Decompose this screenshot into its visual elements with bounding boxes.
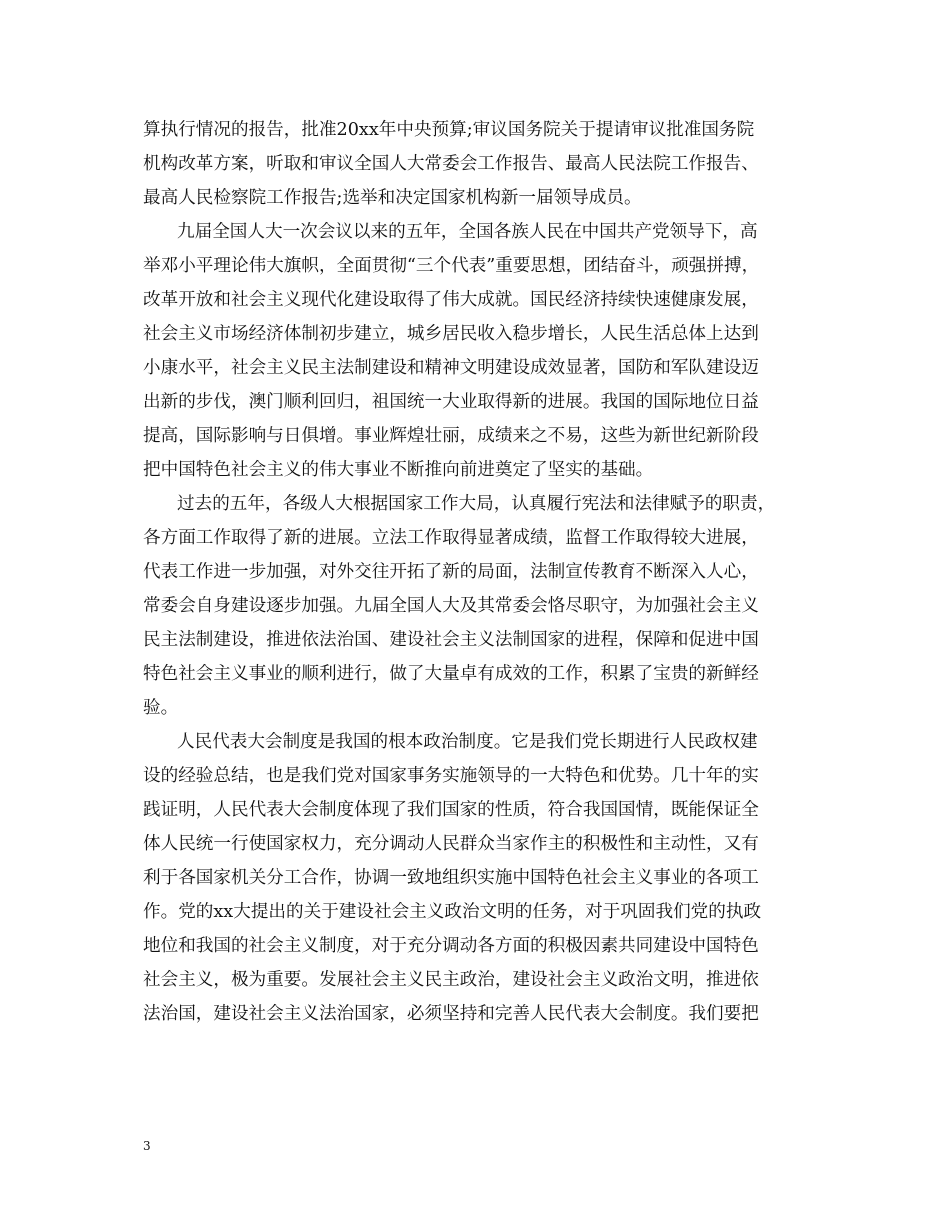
text-line: 常委会自身建设逐步加强。九届全国人大及其常委会恪尽职守，为加强社会主义 (143, 596, 759, 616)
text-line: 最高人民检察院工作报告;选举和决定国家机构新一届领导成员。 (143, 188, 642, 208)
text-line: 机构改革方案，听取和审议全国人大常委会工作报告、最高人民法院工作报告、 (143, 154, 759, 174)
text-line: 作。党的xx大提出的关于建设社会主义政治文明的任务，对于巩固我们党的执政 (143, 902, 762, 922)
text-line: 民主法制建设，推进依法治国、建设社会主义法制国家的进程，保障和促进中国 (143, 630, 759, 650)
text-line: 利于各国家机关分工合作，协调一致地组织实施中国特色社会主义事业的各项工 (143, 868, 759, 888)
text-line: 改革开放和社会主义现代化建设取得了伟大成就。国民经济持续快速健康发展， (143, 290, 759, 310)
text-line: 体人民统一行使国家权力，充分调动人民群众当家作主的积极性和主动性，又有 (143, 834, 759, 854)
text-line: 验。 (143, 698, 179, 718)
text-line: 社会主义市场经济体制初步建立，城乡居民收入稳步增长，人民生活总体上达到 (143, 324, 759, 344)
text-line: 法治国，建设社会主义法治国家，必须坚持和完善人民代表大会制度。我们要把 (143, 1004, 759, 1024)
text-line: 小康水平，社会主义民主法制建设和精神文明建设成效显著，国防和军队建设迈 (143, 358, 759, 378)
text-line: 各方面工作取得了新的进展。立法工作取得显著成绩，监督工作取得较大进展， (143, 528, 759, 548)
text-line: 九届全国人大一次会议以来的五年，全国各族人民在中国共产党领导下，高 (177, 222, 758, 242)
text-line: 举邓小平理论伟大旗帜，全面贯彻“三个代表”重要思想，团结奋斗，顽强拼搏， (143, 256, 760, 276)
text-line: 算执行情况的报告，批准20xx年中央预算;审议国务院关于提请审议批准国务院 (143, 120, 755, 140)
text-line: 践证明，人民代表大会制度体现了我们国家的性质，符合我国国情，既能保证全 (143, 800, 759, 820)
text-line: 社会主义，极为重要。发展社会主义民主政治，建设社会主义政治文明，推进依 (143, 970, 759, 990)
text-line: 特色社会主义事业的顺利进行，做了大量卓有成效的工作，积累了宝贵的新鲜经 (143, 664, 759, 684)
text-line: 提高，国际影响与日俱增。事业辉煌壮丽，成绩来之不易，这些为新世纪新阶段 (143, 426, 759, 446)
text-line: 出新的步伐，澳门顺利回归，祖国统一大业取得新的进展。我国的国际地位日益 (143, 392, 759, 412)
text-line: 代表工作进一步加强，对外交往开拓了新的局面，法制宣传教育不断深入人心， (143, 562, 759, 582)
text-line: 过去的五年，各级人大根据国家工作大局，认真履行宪法和法律赋予的职责， (177, 494, 776, 514)
text-line: 把中国特色社会主义的伟大事业不断推向前进奠定了坚实的基础。 (143, 460, 654, 480)
text-line: 设的经验总结，也是我们党对国家事务实施领导的一大特色和优势。几十年的实 (143, 766, 759, 786)
text-line: 人民代表大会制度是我国的根本政治制度。它是我们党长期进行人民政权建 (177, 732, 758, 752)
page-number: 3 (143, 1139, 151, 1153)
text-line: 地位和我国的社会主义制度，对于充分调动各方面的积极因素共同建设中国特色 (143, 936, 759, 956)
